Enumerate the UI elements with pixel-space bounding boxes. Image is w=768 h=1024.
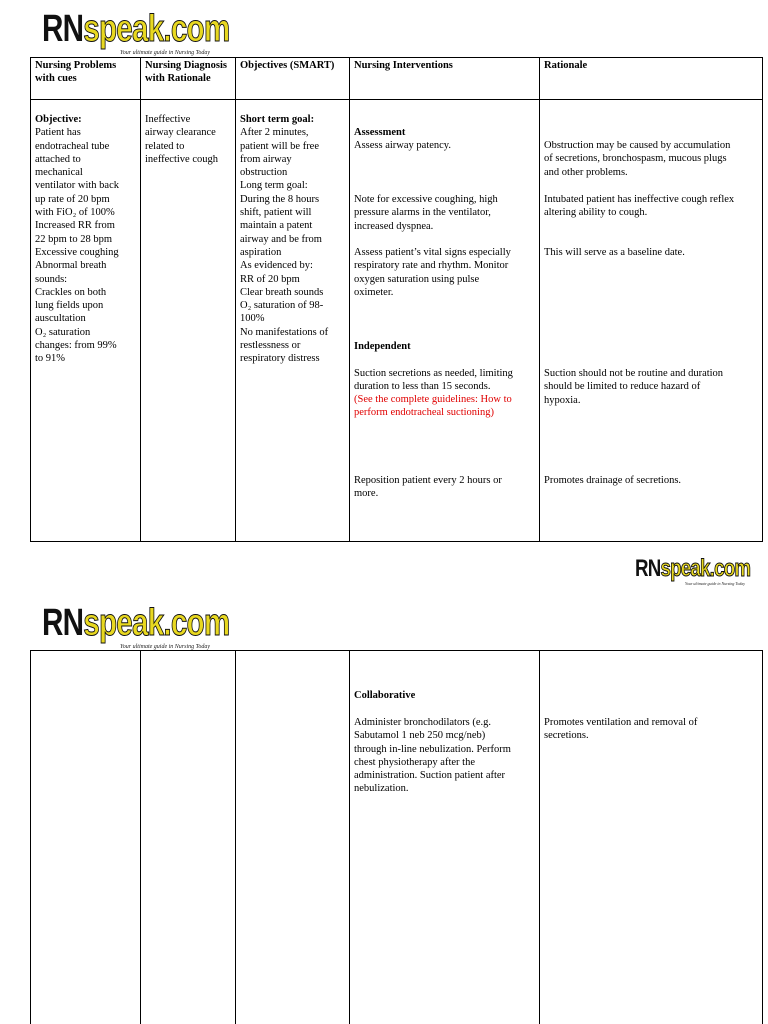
logo-brand-dark: RN xyxy=(42,602,84,644)
header-problems: Nursing Problems with cues xyxy=(35,60,117,85)
site-logo[interactable] xyxy=(42,8,282,56)
header-interventions: Nursing Interventions xyxy=(354,60,453,71)
column-divider xyxy=(235,650,236,1024)
objective-line: restlessness or xyxy=(240,340,301,352)
cue-line: 22 bpm to 28 bpm xyxy=(35,233,113,245)
objective-line: During the 8 hours xyxy=(240,193,320,205)
footer-logo[interactable] xyxy=(635,555,768,586)
suctioning-guidelines-link[interactable]: (See the complete guidelines: How to perform endotracheal suctioning) xyxy=(354,394,512,419)
objectives-cell xyxy=(236,113,349,366)
intervention-reposition: Reposition patient every 2 hours or more. xyxy=(354,475,502,500)
cue-line: O₂ saturation xyxy=(35,326,91,338)
objective-line: maintain a patent xyxy=(240,220,313,232)
rationale-ventilation: Promotes ventilation and removal of secretions. xyxy=(544,717,698,742)
cue-line: Patient has xyxy=(35,127,81,139)
logo-brand-dark: RN xyxy=(635,555,661,582)
objective-line: shift, patient will xyxy=(240,207,312,219)
cue-line: lung fields upon xyxy=(35,300,104,312)
column-divider xyxy=(140,650,141,1024)
objective-line: Clear breath sounds xyxy=(240,286,324,298)
cue-line: sounds: xyxy=(35,273,68,285)
cue-line: endotracheal tube xyxy=(35,140,110,152)
intervention-vital-signs: Assess patient’s vital signs especially respiratory rate and rhythm. Monitor oxygen saturation using pulse oximeter. xyxy=(354,247,511,298)
diagnosis-text xyxy=(145,113,231,166)
short-term-goal-heading: Short term goal: xyxy=(240,114,315,125)
column-divider xyxy=(539,57,540,542)
cue-line: auscultation xyxy=(35,313,86,325)
objective-line: patient will be free xyxy=(240,140,320,152)
logo-brand-light: speak.com xyxy=(83,8,230,50)
cues-cell xyxy=(31,113,140,366)
objective-line: RR of 20 bpm xyxy=(240,273,300,285)
cue-line: up rate of 20 bpm xyxy=(35,193,110,205)
objective-line: No manifestations of xyxy=(240,326,329,338)
cue-line: Increased RR from xyxy=(35,220,115,232)
objective-line: airway and be from xyxy=(240,233,322,245)
table-border xyxy=(30,650,31,1024)
intervention-bronchodilators: Administer bronchodilators (e.g. Sabutamol 1 neb 250 mcg/neb) through in-line nebulization. Perform chest physiotherapy after the administration. Suction patient after nebulization. xyxy=(354,717,511,795)
objective-line: aspiration xyxy=(240,246,282,258)
logo-brand-light: speak.com xyxy=(83,602,230,644)
rationale-obstruction: Obstruction may be caused by accumulation of secretions, bronchospasm, mucous plugs and other problems. xyxy=(544,140,731,178)
intervention-suction: Suction secretions as needed, limiting duration to less than 15 seconds. xyxy=(354,368,513,393)
cue-line: changes: from 99% xyxy=(35,340,117,352)
objective-line: obstruction xyxy=(240,167,288,179)
table-border xyxy=(762,57,763,542)
objective-line: O₂ saturation of 98- xyxy=(240,300,324,312)
cues-heading: Objective: xyxy=(35,114,82,125)
cue-line: Crackles on both xyxy=(35,286,107,298)
column-divider xyxy=(539,650,540,1024)
objectives-list xyxy=(240,126,345,365)
independent-heading: Independent xyxy=(354,341,411,352)
objective-line: Long term goal: xyxy=(240,180,308,192)
cue-line: attached to xyxy=(35,153,81,165)
objective-line: 100% xyxy=(240,313,265,325)
header-objectives: Objectives (SMART) xyxy=(240,60,335,71)
intervention-coughing: Note for excessive coughing, high pressure alarms in the ventilator, increased dyspnea. xyxy=(354,194,498,232)
rationale-drainage: Promotes drainage of secretions. xyxy=(544,475,682,486)
site-logo-page-2[interactable] xyxy=(42,602,282,650)
diagnosis-cell xyxy=(141,113,235,166)
cues-list xyxy=(35,126,136,365)
logo-brand-dark: RN xyxy=(42,8,84,50)
logo-brand-light: speak.com xyxy=(660,555,751,582)
cue-line: mechanical xyxy=(35,167,83,179)
logo-tagline: Your ultimate guide in Nursing Today xyxy=(120,50,211,56)
cue-line: Abnormal breath xyxy=(35,260,107,272)
cue-line: to 91% xyxy=(35,353,66,365)
intervention-airway-patency: Assess airway patency. xyxy=(354,140,451,151)
collaborative-heading: Collaborative xyxy=(354,690,416,701)
cue-line: with FiO₂ of 100% xyxy=(35,207,115,219)
column-divider xyxy=(349,650,350,1024)
assessment-heading: Assessment xyxy=(354,127,406,138)
objective-line: respiratory distress xyxy=(240,353,320,365)
rationale-baseline: This will serve as a baseline date. xyxy=(544,247,685,258)
header-rationale: Rationale xyxy=(544,60,588,71)
table-border xyxy=(762,650,763,1024)
header-diagnosis: Nursing Diagnosis with Rationale xyxy=(145,60,227,85)
rationale-cough-reflex: Intubated patient has ineffective cough reflex altering ability to cough. xyxy=(544,194,735,219)
logo-tagline: Your ultimate guide in Nursing Today xyxy=(685,581,746,586)
objective-line: After 2 minutes, xyxy=(240,127,309,139)
rationale-suction: Suction should not be routine and duration should be limited to reduce hazard of hypoxia. xyxy=(544,368,724,406)
cue-line: Excessive coughing xyxy=(35,246,119,258)
diagnosis-line: airway clearance xyxy=(145,127,216,139)
objective-line: As evidenced by: xyxy=(240,260,313,272)
diagnosis-line: related to xyxy=(145,140,185,152)
cue-line: ventilator with back xyxy=(35,180,119,192)
logo-tagline: Your ultimate guide in Nursing Today xyxy=(120,644,211,650)
diagnosis-line: Ineffective xyxy=(145,114,191,125)
objective-line: from airway xyxy=(240,153,292,165)
diagnosis-line: ineffective cough xyxy=(145,153,218,165)
